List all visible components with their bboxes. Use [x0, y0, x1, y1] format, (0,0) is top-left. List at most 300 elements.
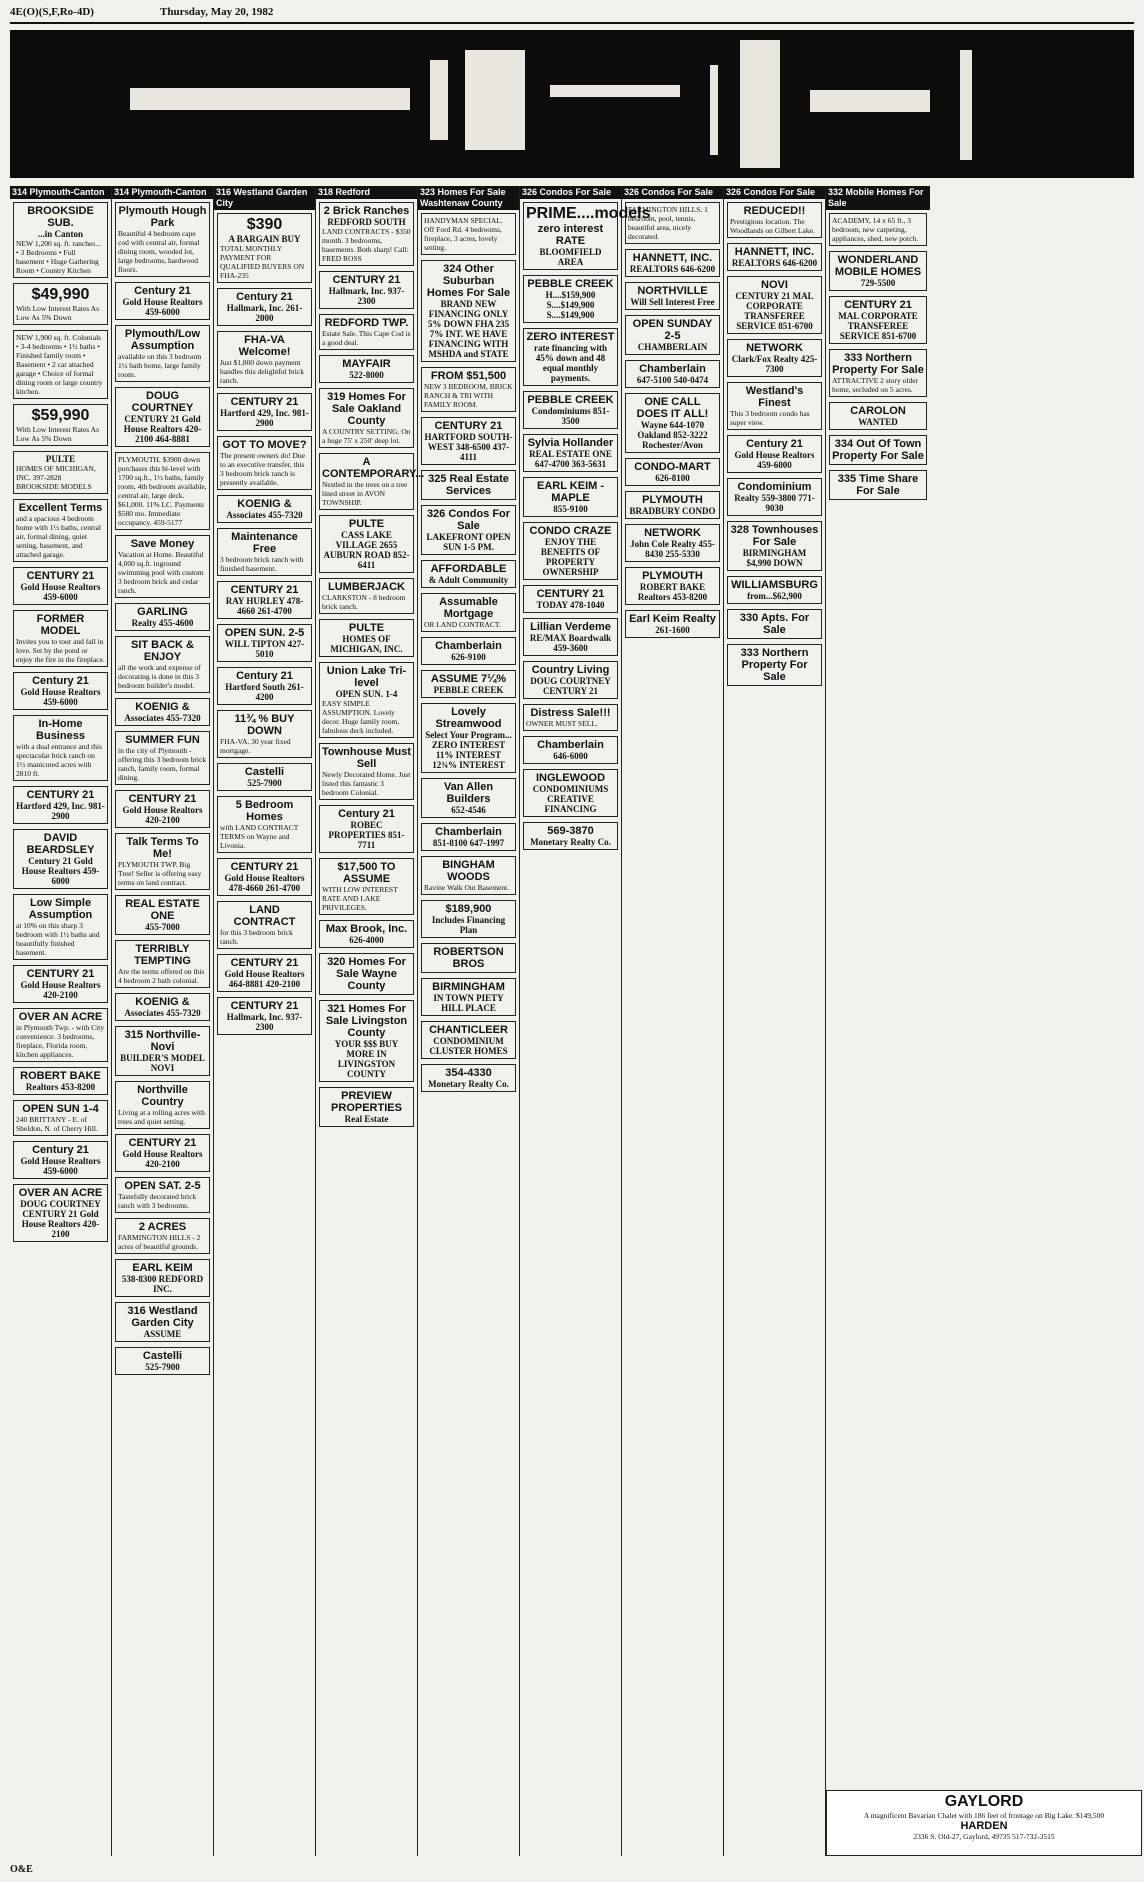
ad-big-line: Chamberlain [435, 640, 502, 652]
ad-body: Tastefully decorated brick ranch with 3 bedrooms. [118, 1192, 197, 1210]
classified-ad [13, 965, 108, 1003]
ad-mid-line: 646-6000 [553, 751, 588, 761]
classified-ad [523, 736, 618, 764]
classified-ad [523, 434, 618, 472]
classified-ad [319, 355, 414, 383]
ad-big-line: CENTURY 21 [26, 570, 95, 582]
classified-ad [523, 328, 618, 386]
ad-big-line: Chamberlain [537, 739, 604, 751]
ad-mid-line: Gold House Realtors 420-2100 [20, 980, 101, 1000]
ad-big-line: $189,900 [445, 903, 492, 915]
column-heading: 332 Mobile Homes For Sale [826, 186, 930, 210]
ad-mid-line: REALTORS 646-6200 [629, 264, 716, 274]
classified-ad [319, 578, 414, 614]
ad-big-line: 330 Apts. For Sale [739, 612, 810, 636]
ad-big-line: CENTURY 21 [230, 396, 299, 408]
classified-ad [625, 202, 720, 244]
classified-ad [217, 710, 312, 758]
ad-mid-line: PULTE [45, 454, 76, 464]
classified-ad [625, 393, 720, 453]
column-heading: 314 Plymouth-Canton [10, 186, 111, 199]
ad-mid-line: Monetary Realty Co. [428, 1079, 509, 1089]
ad-big-line: CENTURY 21 [230, 1000, 299, 1012]
ad-big-line: 5 Bedroom Homes [235, 799, 294, 823]
ad-body: FARMINGTON HILLS - 2 acres of beautiful grounds. [118, 1233, 201, 1251]
ad-big-line: CENTURY 21 [230, 861, 299, 873]
ad-big-line: AFFORDABLE [430, 563, 507, 575]
ad-mid-line: Hartford 429, Inc. 981-2900 [16, 801, 105, 821]
ad-body: EASY SIMPLE ASSUMPTION. Lovely decor. Huge family room, fabulous deck included. [322, 699, 400, 735]
column-heading: 323 Homes For Sale Washtenaw County [418, 186, 519, 210]
ad-body: NEW 1,200 sq. ft. ranches... • 3 Bedrooms • Full basement • Huge Gathering Room • Country Kitchen [16, 239, 101, 275]
ad-mid-line: REDFORD SOUTH [327, 217, 406, 227]
ad-big-line: CENTURY 21 [434, 420, 503, 432]
column-heading: 316 Westland Garden City [214, 186, 315, 210]
ad-mid-line: Select Your Program... ZERO INTEREST 11% INTEREST 12¾% INTEREST [425, 730, 512, 770]
classified-ad [13, 894, 108, 960]
ad-big-line: CONDO-MART [634, 461, 711, 473]
classified-ad [217, 763, 312, 791]
ad-big-line: 11¾ % BUY DOWN [234, 713, 295, 737]
ad-mid-line: Gold House Realtors 420-2100 [122, 805, 203, 825]
ad-big-line: REAL ESTATE ONE [125, 898, 200, 922]
ad-big-line: Lovely Streamwood [435, 706, 502, 730]
ad-mid-line: WILL TIPTON 427-5010 [224, 639, 305, 659]
classified-ad [319, 953, 414, 995]
classified-ad [319, 662, 414, 738]
ad-big-line: 328 Townhouses For Sale [730, 524, 819, 548]
ad-big-line: Westland's Finest [745, 385, 804, 409]
classified-ad [523, 618, 618, 656]
classified-ad [115, 325, 210, 382]
classified-ad [523, 522, 618, 580]
column-heading: 326 Condos For Sale [622, 186, 723, 199]
ad-mid-line: Hallmark, Inc. 937-2300 [328, 286, 405, 306]
ad-body: OR LAND CONTRACT. [424, 620, 501, 629]
classified-ad [523, 391, 618, 429]
ad-big-line: Northville Country [137, 1084, 188, 1108]
classified-ad [625, 360, 720, 388]
classified-ad [523, 202, 651, 270]
ad-body: A COUNTRY SETTING. On a huge 75' x 250' deep lot. [322, 427, 411, 445]
column-heading: 326 Condos For Sale [724, 186, 825, 199]
ad-big-line: BINGHAM WOODS [442, 859, 495, 883]
ad-big-line: CENTURY 21 [536, 588, 605, 600]
ad-mid-line: CENTURY 21 MAL CORPORATE TRANSFEREE SERVICE 851-6700 [735, 291, 814, 331]
classified-ad [217, 436, 312, 490]
ad-mid-line: MAL CORPORATE TRANSFEREE SERVICE 851-6700 [838, 311, 918, 341]
ad-big-line: OPEN SUN. 2-5 [224, 627, 305, 639]
ad-big-line: OPEN SUNDAY 2-5 [632, 318, 713, 342]
ad-big-line: Lillian Verdeme [530, 621, 611, 633]
ad-body: with a dual entrance and this spectacular brick ranch on 1½ manicured acres with 2810 ft. [16, 742, 103, 778]
ad-body: Living at a rolling acres with trees and quiet setting. [118, 1108, 205, 1126]
classified-ad [625, 610, 720, 638]
ad-big-line: zero interest RATE [537, 223, 604, 247]
ad-mid-line: 855-9100 [553, 504, 588, 514]
ad-big-line: CENTURY 21 [128, 793, 197, 805]
ad-body: Ravine Walk Out Basement. [424, 883, 510, 892]
ad-mid-line: 626-9100 [451, 652, 486, 662]
classified-ad [523, 704, 618, 731]
ad-mid-line: ENJOY THE BENEFITS OF PROPERTY OWNERSHIP [540, 537, 601, 577]
classified-ad [319, 858, 414, 915]
classified-ad [421, 470, 516, 500]
classified-ad [115, 1347, 210, 1375]
ad-huge-line: $390 [246, 216, 283, 233]
ad-big-line: MAYFAIR [342, 358, 391, 370]
classified-ad [115, 1134, 210, 1172]
issue-date: Thursday, May 20, 1982 [160, 6, 274, 18]
classified-ad [13, 1141, 108, 1179]
ad-mid-line: REALTORS 646-6200 [731, 258, 818, 268]
ad-huge-line: $49,990 [31, 286, 90, 303]
ad-mid-line: 626-4000 [349, 935, 384, 945]
ad-mid-line: RAY HURLEY 478-4660 261-4700 [225, 596, 304, 616]
ad-big-line: ONE CALL DOES IT ALL! [636, 396, 709, 420]
ad-big-line: CONDO CRAZE [529, 525, 612, 537]
ad-mid-line: Gold House Realtors 459-6000 [122, 297, 203, 317]
ad-big-line: $17,500 TO ASSUME [337, 861, 396, 885]
classified-ad [115, 202, 210, 277]
ad-body: With Low Interest Rates As Low As 5% Down [16, 425, 100, 443]
ad-mid-line: 652-4546 [451, 805, 486, 815]
ad-mid-line: 522-8000 [349, 370, 384, 380]
ad-big-line: Excellent Terms [18, 502, 103, 514]
ad-mid-line: Century 21 Gold House Realtors 459-6000 [21, 856, 100, 886]
ad-mid-line: Gold House Realtors 420-2100 [122, 1149, 203, 1169]
ad-body: Invites you to tour and fall in love. Set by the pond or enjoy the fire in the fireplace. [16, 637, 105, 664]
ad-body: available on this 3 bedroom 1½ bath home, large family room. [118, 352, 202, 379]
classified-ad [727, 576, 822, 604]
classified-ad [421, 367, 516, 412]
ad-big-line: Townhouse Must Sell [322, 746, 412, 770]
ad-big-line: ASSUME 7¼% [430, 673, 507, 685]
classified-ad [421, 900, 516, 938]
ad-big-line: GOT TO MOVE? [222, 439, 307, 451]
classified-ad [523, 275, 618, 323]
ad-body: TOTAL MONTHLY PAYMENT FOR QUALIFIED BUYERS ON FHA-235 [220, 244, 305, 280]
classified-ad [115, 1026, 210, 1076]
classified-ad [115, 895, 210, 935]
ad-mid-line: CONDOMINIUMS CREATIVE FINANCING [532, 784, 609, 814]
ad-big-line: NETWORK [644, 527, 701, 539]
ad-big-line: HANNETT, INC. [632, 252, 713, 264]
ad-mid-line: 851-8100 647-1997 [432, 838, 505, 848]
classified-ad [13, 283, 108, 325]
ad-mid-line: John Cole Realty 455-8430 255-5330 [630, 539, 715, 559]
gaylord-ad [826, 1790, 1142, 1856]
ad-mid-line: Associates 455-7320 [226, 510, 303, 520]
ad-mid-line: Realty 559-3800 771-9030 [734, 493, 815, 513]
ad-big-line: FORMER MODEL [36, 613, 85, 637]
ad-body: 240 BRITTANY - E. of Sheldon, N. of Cherry Hill. [16, 1115, 98, 1133]
ad-mid-line: Will Sell Interest Free [630, 297, 715, 307]
ad-big-line: WONDERLAND MOBILE HOMES [834, 254, 922, 278]
ad-mid-line: Realty 455-4600 [131, 618, 194, 628]
ad-mid-line: CHAMBERLAIN [637, 342, 708, 352]
classified-ad [523, 661, 618, 699]
ad-mid-line: Includes Financing Plan [431, 915, 506, 935]
ad-big-line: NOVI [761, 279, 788, 291]
ad-big-line: Save Money [130, 538, 195, 550]
ad-mid-line: Realtors 453-8200 [25, 1082, 96, 1092]
ad-body: all the work and expense of decorating is done in this 3 bedroom builder's model. [118, 663, 201, 690]
classified-ad [829, 402, 927, 430]
classified-ad [727, 243, 822, 271]
ad-mid-line: ROBERT BAKE Realtors 453-8200 [637, 582, 708, 602]
ad-big-line: Union Lake Tri-level [326, 665, 407, 689]
section-code: 4E(O)(S,F,Ro-4D) [10, 6, 94, 18]
classified-ad [13, 1067, 108, 1095]
ad-big-line: 2 ACRES [138, 1221, 187, 1233]
ad-big-line: OPEN SUN 1-4 [22, 1103, 99, 1115]
classified-ad [829, 470, 927, 500]
ad-mid-line: Monetary Realty Co. [530, 837, 611, 847]
ad-big-line: Sylvia Hollander [527, 437, 614, 449]
ad-body: Newly Decorated Home. Just listed this fantastic 3 bedroom Colonial. [322, 770, 411, 797]
classified-ad [421, 703, 516, 773]
ad-mid-line: A BARGAIN BUY [228, 234, 301, 244]
ad-body: for this 3 bedroom brick ranch. [220, 928, 293, 946]
classified-column [724, 186, 826, 1856]
ad-big-line: PULTE [348, 518, 385, 530]
classified-ad [727, 644, 822, 686]
classified-ad [625, 315, 720, 355]
classified-ad [217, 213, 312, 283]
ad-body: with LAND CONTRACT TERMS on Wayne and Livonia. [220, 823, 299, 850]
ad-mid-line: CASS LAKE VILLAGE 2655 AUBURN ROAD 852-6411 [323, 530, 410, 570]
ad-mid-line: ...in Canton [37, 229, 83, 239]
ad-mid-line: Associates 455-7320 [124, 1008, 201, 1018]
classified-column [826, 186, 930, 1856]
classified-ad [115, 993, 210, 1021]
ad-big-line: 319 Homes For Sale Oakland County [327, 391, 406, 427]
ad-big-line: FROM $51,500 [430, 370, 507, 382]
ad-mid-line: 729-5500 [860, 278, 896, 288]
ad-big-line: HANNETT, INC. [734, 246, 815, 258]
classified-ad [115, 698, 210, 726]
classified-ad [523, 585, 618, 613]
ad-mid-line: DOUG COURTNEY CENTURY 21 [530, 676, 611, 696]
ad-body: PLYMOUTH. $3900 down purchases this bi-level with 1700 sq.ft., 1½ baths, family room, 4th bedroom available, central air, large deck. $61,000. 11% LC. Payments $580 mo. Immediate occupancy. 459-5177 [118, 455, 207, 527]
ad-big-line: Max Brook, Inc. [325, 923, 408, 935]
ad-big-line: EARL KEIM [132, 1262, 193, 1274]
ad-big-line: 320 Homes For Sale Wayne County [327, 956, 406, 992]
classified-column [520, 186, 651, 1856]
ad-big-line: Century 21 [338, 808, 395, 820]
classified-ad [421, 978, 516, 1016]
classified-ad [13, 672, 108, 710]
ad-mid-line: RE/MAX Boardwalk 459-3600 [529, 633, 612, 653]
ad-mid-line: CONDOMINIUM CLUSTER HOMES [429, 1036, 508, 1056]
ad-big-line: 324 Other Suburban Homes For Sale [426, 263, 511, 299]
classified-ad [625, 249, 720, 277]
classified-ad [13, 1008, 108, 1062]
ad-big-line: 315 Northville-Novi [124, 1029, 201, 1053]
ad-mid-line: Gold House Realtors 459-6000 [20, 582, 101, 602]
ad-big-line: KOENIG & [135, 996, 190, 1008]
ad-big-line: CENTURY 21 [26, 968, 95, 980]
classified-ad [727, 478, 822, 516]
ad-mid-line: CENTURY 21 Gold House Realtors 420-2100 464-8881 [123, 414, 202, 444]
classified-ad [217, 858, 312, 896]
ad-big-line: Condominium [737, 481, 812, 493]
ad-mid-line: Gold House Realtors 459-6000 [20, 687, 101, 707]
ad-mid-line: Hallmark, Inc. 261-2000 [226, 303, 303, 323]
classified-ad [319, 743, 414, 800]
ad-mid-line: BUILDER'S MODEL NOVI [120, 1053, 205, 1073]
classified-ad [115, 1218, 210, 1254]
classified-ad [421, 943, 516, 973]
header-rule [10, 22, 1134, 24]
ad-big-line: BIRMINGHAM [432, 981, 505, 993]
page-footer-code: O&E [10, 1864, 33, 1875]
ad-mid-line: 647-5100 540-0474 [636, 375, 709, 385]
ad-mid-line: YOUR $$$ BUY MORE IN LIVINGSTON COUNTY [334, 1039, 399, 1079]
classified-column [10, 186, 112, 1856]
ad-body: 3 bedroom brick ranch with finished basement. [220, 555, 304, 573]
classified-ad [319, 453, 425, 510]
classified-ad [13, 1100, 108, 1136]
ad-body: WITH LOW INTEREST RATE AND LAKE PRIVILEGES. [322, 885, 398, 912]
classified-ad [727, 339, 822, 377]
ad-mid-line: OPEN SUN. 1-4 [335, 689, 398, 699]
ad-big-line: Chamberlain [639, 363, 706, 375]
ad-big-line: PREVIEW PROPERTIES [331, 1090, 402, 1114]
classified-ad [13, 829, 108, 889]
ad-mid-line: from...$62,900 [747, 591, 802, 601]
ad-mid-line: Condominiums 851-3500 [531, 406, 610, 426]
ad-big-line: 354-4330 [445, 1067, 492, 1079]
classified-ad [625, 567, 720, 605]
ad-big-line: Distress Sale!!! [530, 707, 611, 719]
ad-mid-line: Real Estate [344, 1114, 389, 1124]
classified-ad [421, 1064, 516, 1092]
ad-big-line: Century 21 [32, 1144, 89, 1156]
classified-ad [217, 954, 312, 992]
classified-ad [319, 1000, 414, 1082]
classified-ad [421, 213, 516, 255]
ad-mid-line: 626-8100 [655, 473, 690, 483]
ad-big-line: 334 Out Of Town Property For Sale [832, 438, 924, 462]
classified-ad [13, 499, 108, 562]
ad-mid-line: HOMES OF MICHIGAN, INC. [330, 634, 403, 654]
ad-mid-line: BIRMINGHAM $4,990 DOWN [742, 548, 807, 568]
ad-mid-line: REAL ESTATE ONE 647-4700 363-5631 [529, 449, 612, 469]
ad-big-line: 321 Homes For Sale Livingston County [325, 1003, 408, 1039]
classified-ad [625, 524, 720, 562]
classified-ad [523, 769, 618, 817]
ad-big-line: Century 21 [236, 670, 293, 682]
classified-ad [523, 822, 618, 850]
ad-mid-line: 455-7000 [145, 922, 180, 932]
ad-mid-line: H....$159,900 S....$149,900 S....$149,900 [545, 290, 596, 320]
ad-mid-line: BLOOMFIELD AREA [539, 247, 602, 267]
classified-ad [421, 637, 516, 665]
classified-column [418, 186, 520, 1856]
classified-ad [727, 521, 822, 571]
ad-big-line: PEBBLE CREEK [527, 394, 614, 406]
classified-ad [217, 495, 312, 523]
ad-mid-line: HARTFORD SOUTH-WEST 348-6500 437-4111 [424, 432, 513, 462]
classified-ad [13, 1184, 108, 1242]
classified-ad [829, 435, 927, 465]
ad-big-line: INGLEWOOD [535, 772, 606, 784]
classified-ad [319, 515, 414, 573]
ad-big-line: PLYMOUTH [642, 570, 703, 582]
ad-big-line: Castelli [244, 766, 285, 778]
ad-big-line: 326 Condos For Sale [426, 508, 511, 532]
gaylord-title: GAYLORD [944, 1793, 1024, 1810]
ad-body: Nestled in the trees on a tree lined street in AVON TOWNSHIP. [322, 480, 408, 507]
classified-ad [217, 796, 312, 853]
ad-big-line: EARL KEIM - MAPLE [536, 480, 605, 504]
classified-ad [319, 314, 414, 350]
ad-body: LAND CONTRACTS - $350 month. 3 bedrooms, basements. Both sharp! Call: FRED ROSS [322, 227, 411, 263]
classified-ad [319, 920, 414, 948]
classified-ad [625, 458, 720, 486]
classified-ad [319, 271, 414, 309]
ad-mid-line: PEBBLE CREEK [433, 685, 504, 695]
ad-mid-line: Gold House Realtors 459-6000 [20, 1156, 101, 1176]
ad-big-line: REDFORD TWP. [324, 317, 409, 329]
classified-ad [217, 331, 312, 388]
ad-big-line: SUMMER FUN [125, 734, 200, 746]
ad-mid-line: LAKEFRONT OPEN SUN 1-5 PM. [426, 532, 511, 552]
classified-ad [115, 636, 210, 693]
classified-ad [319, 1087, 414, 1127]
ad-mid-line: WANTED [858, 417, 898, 427]
column-heading: 326 Condos For Sale [520, 186, 621, 199]
ad-big-line: OPEN SAT. 2-5 [124, 1180, 201, 1192]
ad-big-line: Plymouth Hough Park [118, 205, 207, 229]
ad-big-line: ZERO INTEREST [526, 331, 615, 343]
ad-big-line: A CONTEMPORARY... [322, 456, 425, 480]
ad-big-line: Plymouth/Low Assumption [124, 328, 201, 352]
classified-ad [13, 404, 108, 446]
ad-big-line: GARLING [137, 606, 188, 618]
ad-body: ACADEMY, 14 x 65 ft., 3 bedroom, new carpeting, appliances, shed, new porch. [832, 216, 919, 243]
ad-big-line: Century 21 [134, 285, 191, 297]
classified-ad [115, 535, 210, 598]
ad-mid-line: Clark/Fox Realty 425-7300 [731, 354, 818, 374]
classified-ad [421, 856, 516, 895]
classified-ad [727, 276, 822, 334]
ad-mid-line: IN TOWN PIETY HILL PLACE [433, 993, 504, 1013]
column-heading: 318 Redford [316, 186, 417, 199]
ad-big-line: WILLIAMSBURG [731, 579, 818, 591]
ad-big-line: 2 Brick Ranches [323, 205, 410, 217]
ad-mid-line: 538-8300 REDFORD INC. [121, 1274, 204, 1294]
classified-ad [115, 282, 210, 320]
ad-big-line: CHANTICLEER [429, 1024, 508, 1036]
ad-body: FARMINGTON HILLS. 1 bedroom, pool, tennis, beautiful area, nicely decorated. [628, 205, 708, 241]
ad-big-line: Country Living [531, 664, 610, 676]
classified-ad [115, 940, 210, 988]
classified-ad [13, 715, 108, 781]
ad-huge-line: $59,990 [31, 407, 90, 424]
classified-ad [421, 1021, 516, 1059]
ad-big-line: 335 Time Share For Sale [837, 473, 919, 497]
ad-big-line: Century 21 [236, 291, 293, 303]
ad-mid-line: ASSUME [143, 1329, 182, 1339]
classified-ad [115, 1081, 210, 1129]
classified-ad [115, 452, 210, 530]
classified-ad [319, 619, 414, 657]
ad-big-line: OVER AN ACRE [18, 1011, 103, 1023]
ad-mid-line: BRADBURY CONDO [629, 506, 716, 516]
